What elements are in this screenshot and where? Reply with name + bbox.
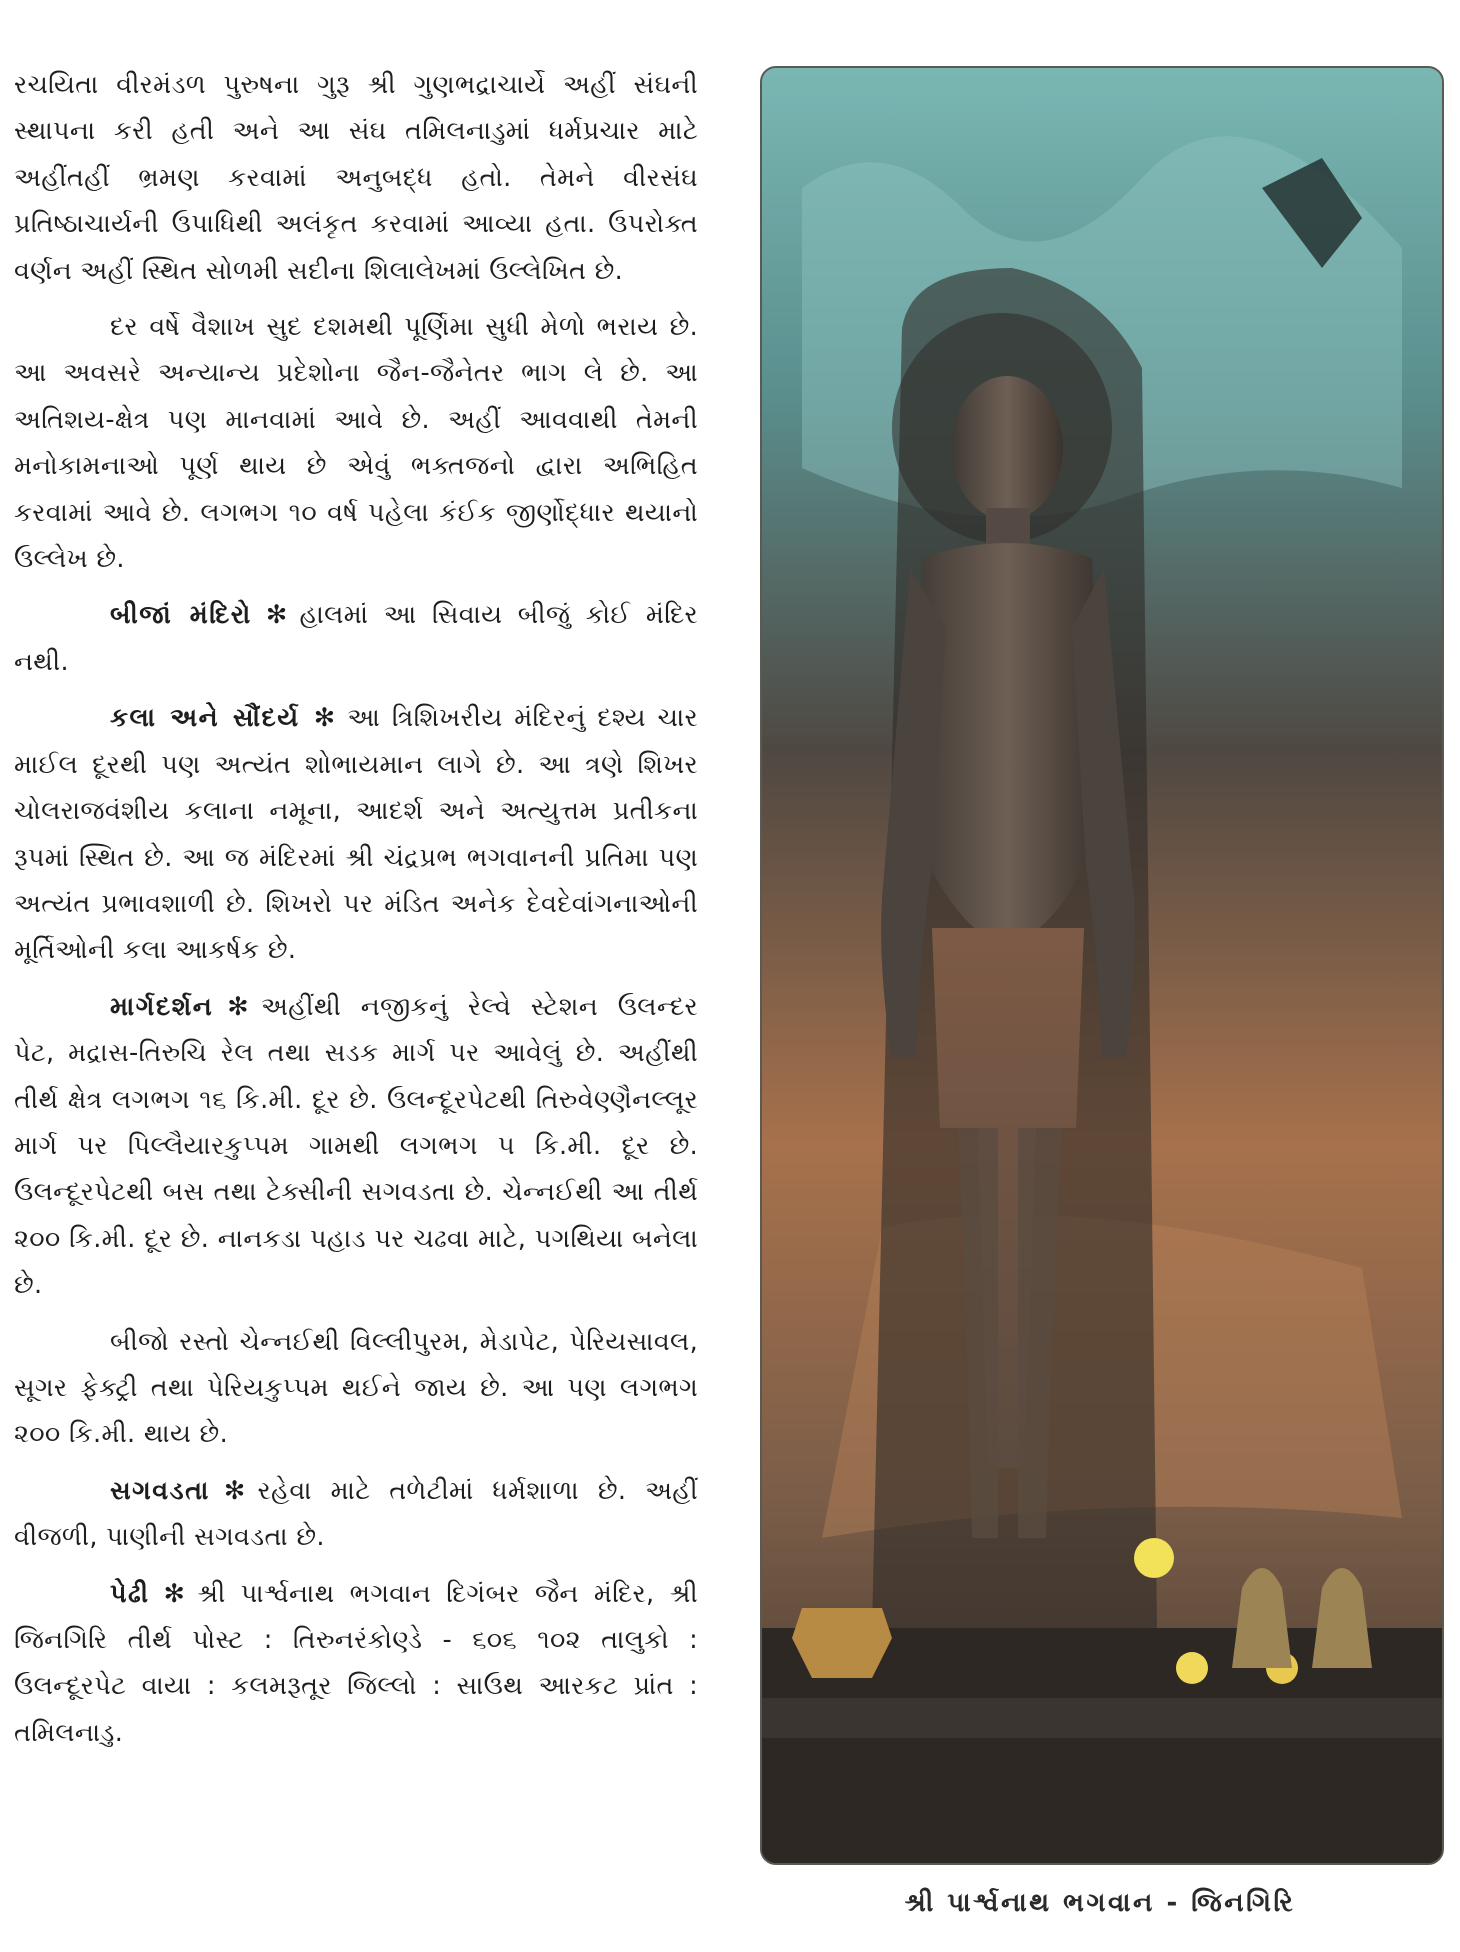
paragraph-text: હાલમાં આ સિવાય બીજું કોઈ મંદિર નથી. [14, 600, 698, 677]
paragraph-text: અહીંથી નજીકનું રેલ્વે સ્ટેશન ઉલન્દર પેટ, મદ્રાસ-તિરુચિ રેલ તથા સડક માર્ગ પર આવેલું છે. અહીંથી તીર્થ ક્ષેત્ર લગભગ ૧૬ કિ.મી. દૂર છે. ઉલન્દૂરપેટથી તિરુવેણ્ણૈનલ્લૂર માર્ગ પર પિલ્લૈયારકુપ્પમ ગામથી લગભગ ૫ કિ.મી. દૂર છે. ઉલન્દૂરપેટથી બસ તથા ટેક્સીની સગવડતા છે. ચેન્નઈથી આ તીર્થ ૨૦૦ કિ.મી. દૂર છે. નાનકડા પહાડ પર ચઢવા માટે, પગથિયા બનેલા છે. [14, 991, 698, 1301]
paragraph-alt-route [14, 1319, 698, 1458]
jina-statue-photo [760, 66, 1444, 1865]
section-heading: માર્ગદર્શન [110, 991, 214, 1022]
section-heading: પેઢી [110, 1578, 150, 1609]
article-text [14, 62, 698, 1766]
paragraph-facilities [14, 1468, 698, 1561]
brass-vessel-icon [792, 1608, 892, 1678]
paragraph-art-beauty [14, 695, 698, 973]
paragraph-text: દર વર્ષે વૈશાખ સુદ દશમથી પૂર્ણિમા સુધી મેળો ભરાય છે. આ અવસરે અન્યાન્ય પ્રદેશોના જૈન-જૈનેતર ભાગ લે છે. આ અતિશય-ક્ષેત્ર પણ માનવામાં આવે છે. અહીં આવવાથી તેમની મનોકામનાઓ પૂર્ણ થાય છે એવું ભક્તજનો દ્વારા અભિહિત કરવામાં આવે છે. લગભગ ૧૦ વર્ષ પહેલા કંઈક જીર્ણોદ્ધાર થયાનો ઉલ્લેખ છે. [14, 312, 698, 575]
flower-icon [1134, 1538, 1174, 1578]
paragraph-fair [14, 304, 698, 582]
asterisk-icon: ✻ [313, 703, 336, 734]
asterisk-icon: ✻ [223, 1475, 246, 1506]
paragraph-text: શ્રી પાર્શ્વનાથ ભગવાન દિગંબર જૈન મંદિર, શ્રી જિનગિરિ તીર્થ પોસ્ટ : તિરુનરંકોણ્ડે - ૬૦૬ ૧૦૨ તાલુકો : ઉલન્દૂરપેટ વાયા : કલમરૂતૂર જિલ્લો : સાઉથ આરકટ પ્રાંત : તમિલનાડુ. [14, 1578, 698, 1748]
asterisk-icon: ✻ [265, 600, 288, 631]
statue-illustration [762, 68, 1442, 1863]
statue-head [951, 376, 1063, 520]
paragraph-text: આ ત્રિશિખરીય મંદિરનું દશ્ય ચાર માઈલ દૂરથી પણ અત્યંત શોભાયમાન લાગે છે. આ ત્રણે શિખર ચોલરાજવંશીય કલાના નમૂના, આદર્શ અને અત્યુત્તમ પ્રતીકના રૂપમાં સ્થિત છે. આ જ મંદિરમાં શ્રી ચંદ્રપ્રભ ભગવાનની પ્રતિમા પણ અત્યંત પ્રભાવશાળી છે. શિખરો પર મંડિત અનેક દેવદેવાંગનાઓની મૂર્તિઓની કલા આકર્ષક છે. [14, 703, 698, 966]
asterisk-icon: ✻ [227, 991, 249, 1022]
paragraph-text: રચયિતા વીરમંડળ પુરુષના ગુરૂ શ્રી ગુણભદ્રાચાર્યે અહીં સંઘની સ્થાપના કરી હતી અને આ સંઘ તમિલનાડુમાં ધર્મપ્રચાર માટે અહીંતહીં ભ્રમણ કરવામાં અનુબદ્ધ હતો. તેમને વીરસંઘ પ્રતિષ્ઠાચાર્યની ઉપાધિથી અલંકૃત કરવામાં આવ્યા હતા. ઉપરોક્ત વર્ણન અહીં સ્થિત સોળમી સદીના શિલાલેખમાં ઉલ્લેખિત છે. [14, 70, 698, 286]
asterisk-icon: ✻ [163, 1578, 186, 1609]
statue-neck [986, 508, 1030, 548]
section-heading: સગવડતા [110, 1475, 210, 1506]
flower-icon [1176, 1652, 1208, 1684]
paragraph-trust-address [14, 1571, 698, 1757]
paragraph-directions [14, 984, 698, 1309]
stone-ledge [762, 1698, 1442, 1738]
paragraph-history [14, 62, 698, 294]
paragraph-text: બીજો રસ્તો ચેન્નઈથી વિલ્લીપુરમ, મેડાપેટ, પેરિયસાવલ, સૂગર ફેક્ટ્રી તથા પેરિયકુપ્પમ થઈને જાય છે. આ પણ લગભગ ૨૦૦ કિ.મી. થાય છે. [14, 1326, 698, 1450]
photo-caption: શ્રી પાર્શ્વનાથ ભગવાન - જિનગિરિ [904, 1888, 1296, 1918]
section-heading: કલા અને સૌંદર્ય [110, 703, 300, 734]
section-heading: બીજાં મંદિરો [110, 600, 252, 631]
paragraph-other-temples [14, 592, 698, 685]
paragraph-text: રહેવા માટે તળેટીમાં ધર્મશાળા છે. અહીં વીજળી, પાણીની સગવડતા છે. [14, 1475, 698, 1553]
